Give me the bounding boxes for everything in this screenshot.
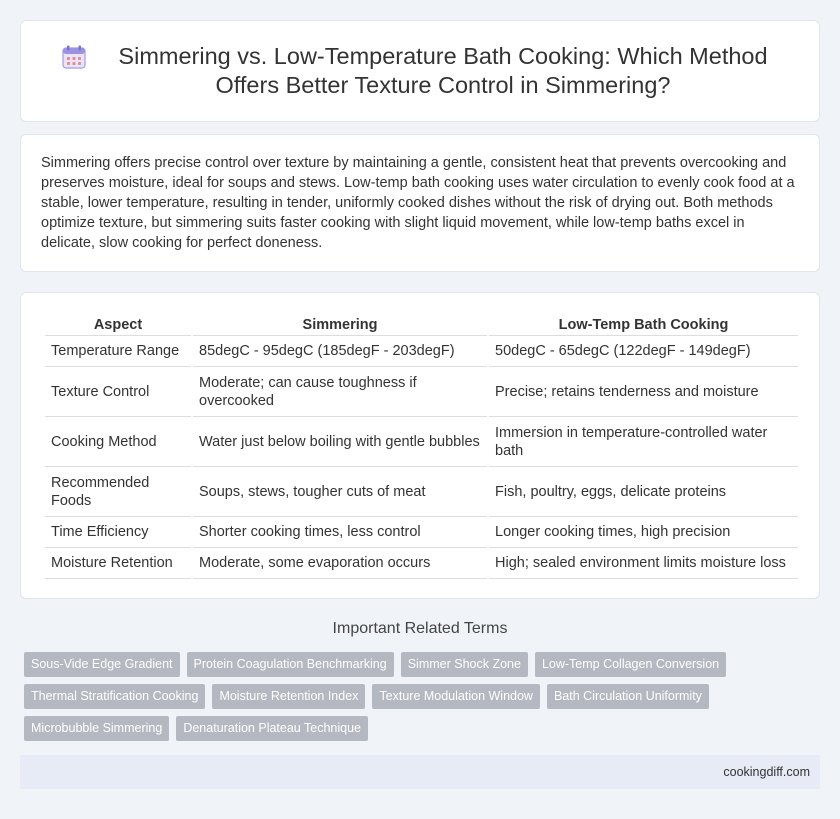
related-term-tag[interactable]: Denaturation Plateau Technique [176, 716, 368, 741]
header-simmering: Simmering [193, 313, 487, 336]
related-term-tag[interactable]: Simmer Shock Zone [401, 652, 528, 677]
summary-text: Simmering offers precise control over texture by maintaining a gentle, consistent heat that prevents overcooking and preserves moisture, ideal for soups and stews. Low-temp bath cooking uses water circulation to evenly cook food at a stable, lower temperature, resulting in tender, uniformly cooked dishes without the risk of drying out. Both methods optimize texture, but simmering suits faster cooking with slight liquid movement, while low-temp baths excel in delicate, slow cooking for perfect doneness. [41, 155, 795, 251]
cell-low-temp: 50degC - 65degC (122degF - 149degF) [489, 336, 798, 367]
cell-aspect: Recommended Foods [45, 467, 191, 517]
calendar-icon [61, 44, 87, 70]
cell-aspect: Time Efficiency [45, 517, 191, 548]
related-term-tag[interactable]: Moisture Retention Index [212, 684, 365, 709]
related-term-tag[interactable]: Low-Temp Collagen Conversion [535, 652, 726, 677]
related-term-tag[interactable]: Microbubble Simmering [24, 716, 169, 741]
summary-card [20, 134, 820, 272]
comparison-table-card [20, 292, 820, 599]
header-aspect: Aspect [45, 313, 191, 336]
footer-site-link[interactable]: cookingdiff.com [723, 765, 810, 779]
related-term-tag[interactable]: Bath Circulation Uniformity [547, 684, 709, 709]
table-row [45, 336, 798, 367]
footer [20, 755, 820, 789]
cell-aspect: Texture Control [45, 367, 191, 417]
page-title: Simmering vs. Low-Temperature Bath Cooking: Which Method Offers Better Texture Control in Simmering? [118, 43, 768, 98]
cell-aspect: Moisture Retention [45, 548, 191, 579]
cell-simmering: Moderate, some evaporation occurs [193, 548, 487, 579]
cell-low-temp: Fish, poultry, eggs, delicate proteins [489, 467, 798, 517]
table-header-row [45, 313, 798, 336]
table-row [45, 367, 798, 417]
comparison-table [43, 313, 800, 579]
table-row [45, 467, 798, 517]
related-terms-list [24, 652, 814, 748]
cell-low-temp: Immersion in temperature-controlled water bath [489, 417, 798, 467]
cell-simmering: Water just below boiling with gentle bubbles [193, 417, 487, 467]
related-term-tag[interactable]: Texture Modulation Window [372, 684, 540, 709]
header-low-temp-bath: Low-Temp Bath Cooking [489, 313, 798, 336]
related-term-tag[interactable]: Thermal Stratification Cooking [24, 684, 205, 709]
title-card [20, 20, 820, 122]
cell-low-temp: Longer cooking times, high precision [489, 517, 798, 548]
cell-simmering: Soups, stews, tougher cuts of meat [193, 467, 487, 517]
cell-low-temp: Precise; retains tenderness and moisture [489, 367, 798, 417]
related-term-tag[interactable]: Protein Coagulation Benchmarking [187, 652, 394, 677]
table-row [45, 517, 798, 548]
cell-aspect: Temperature Range [45, 336, 191, 367]
related-terms-title: Important Related Terms [332, 620, 508, 637]
cell-aspect: Cooking Method [45, 417, 191, 467]
table-row [45, 417, 798, 467]
table-row [45, 548, 798, 579]
cell-simmering: Moderate; can cause toughness if overcooked [193, 367, 487, 417]
cell-simmering: 85degC - 95degC (185degF - 203degF) [193, 336, 487, 367]
related-term-tag[interactable]: Sous-Vide Edge Gradient [24, 652, 180, 677]
cell-low-temp: High; sealed environment limits moisture loss [489, 548, 798, 579]
cell-simmering: Shorter cooking times, less control [193, 517, 487, 548]
